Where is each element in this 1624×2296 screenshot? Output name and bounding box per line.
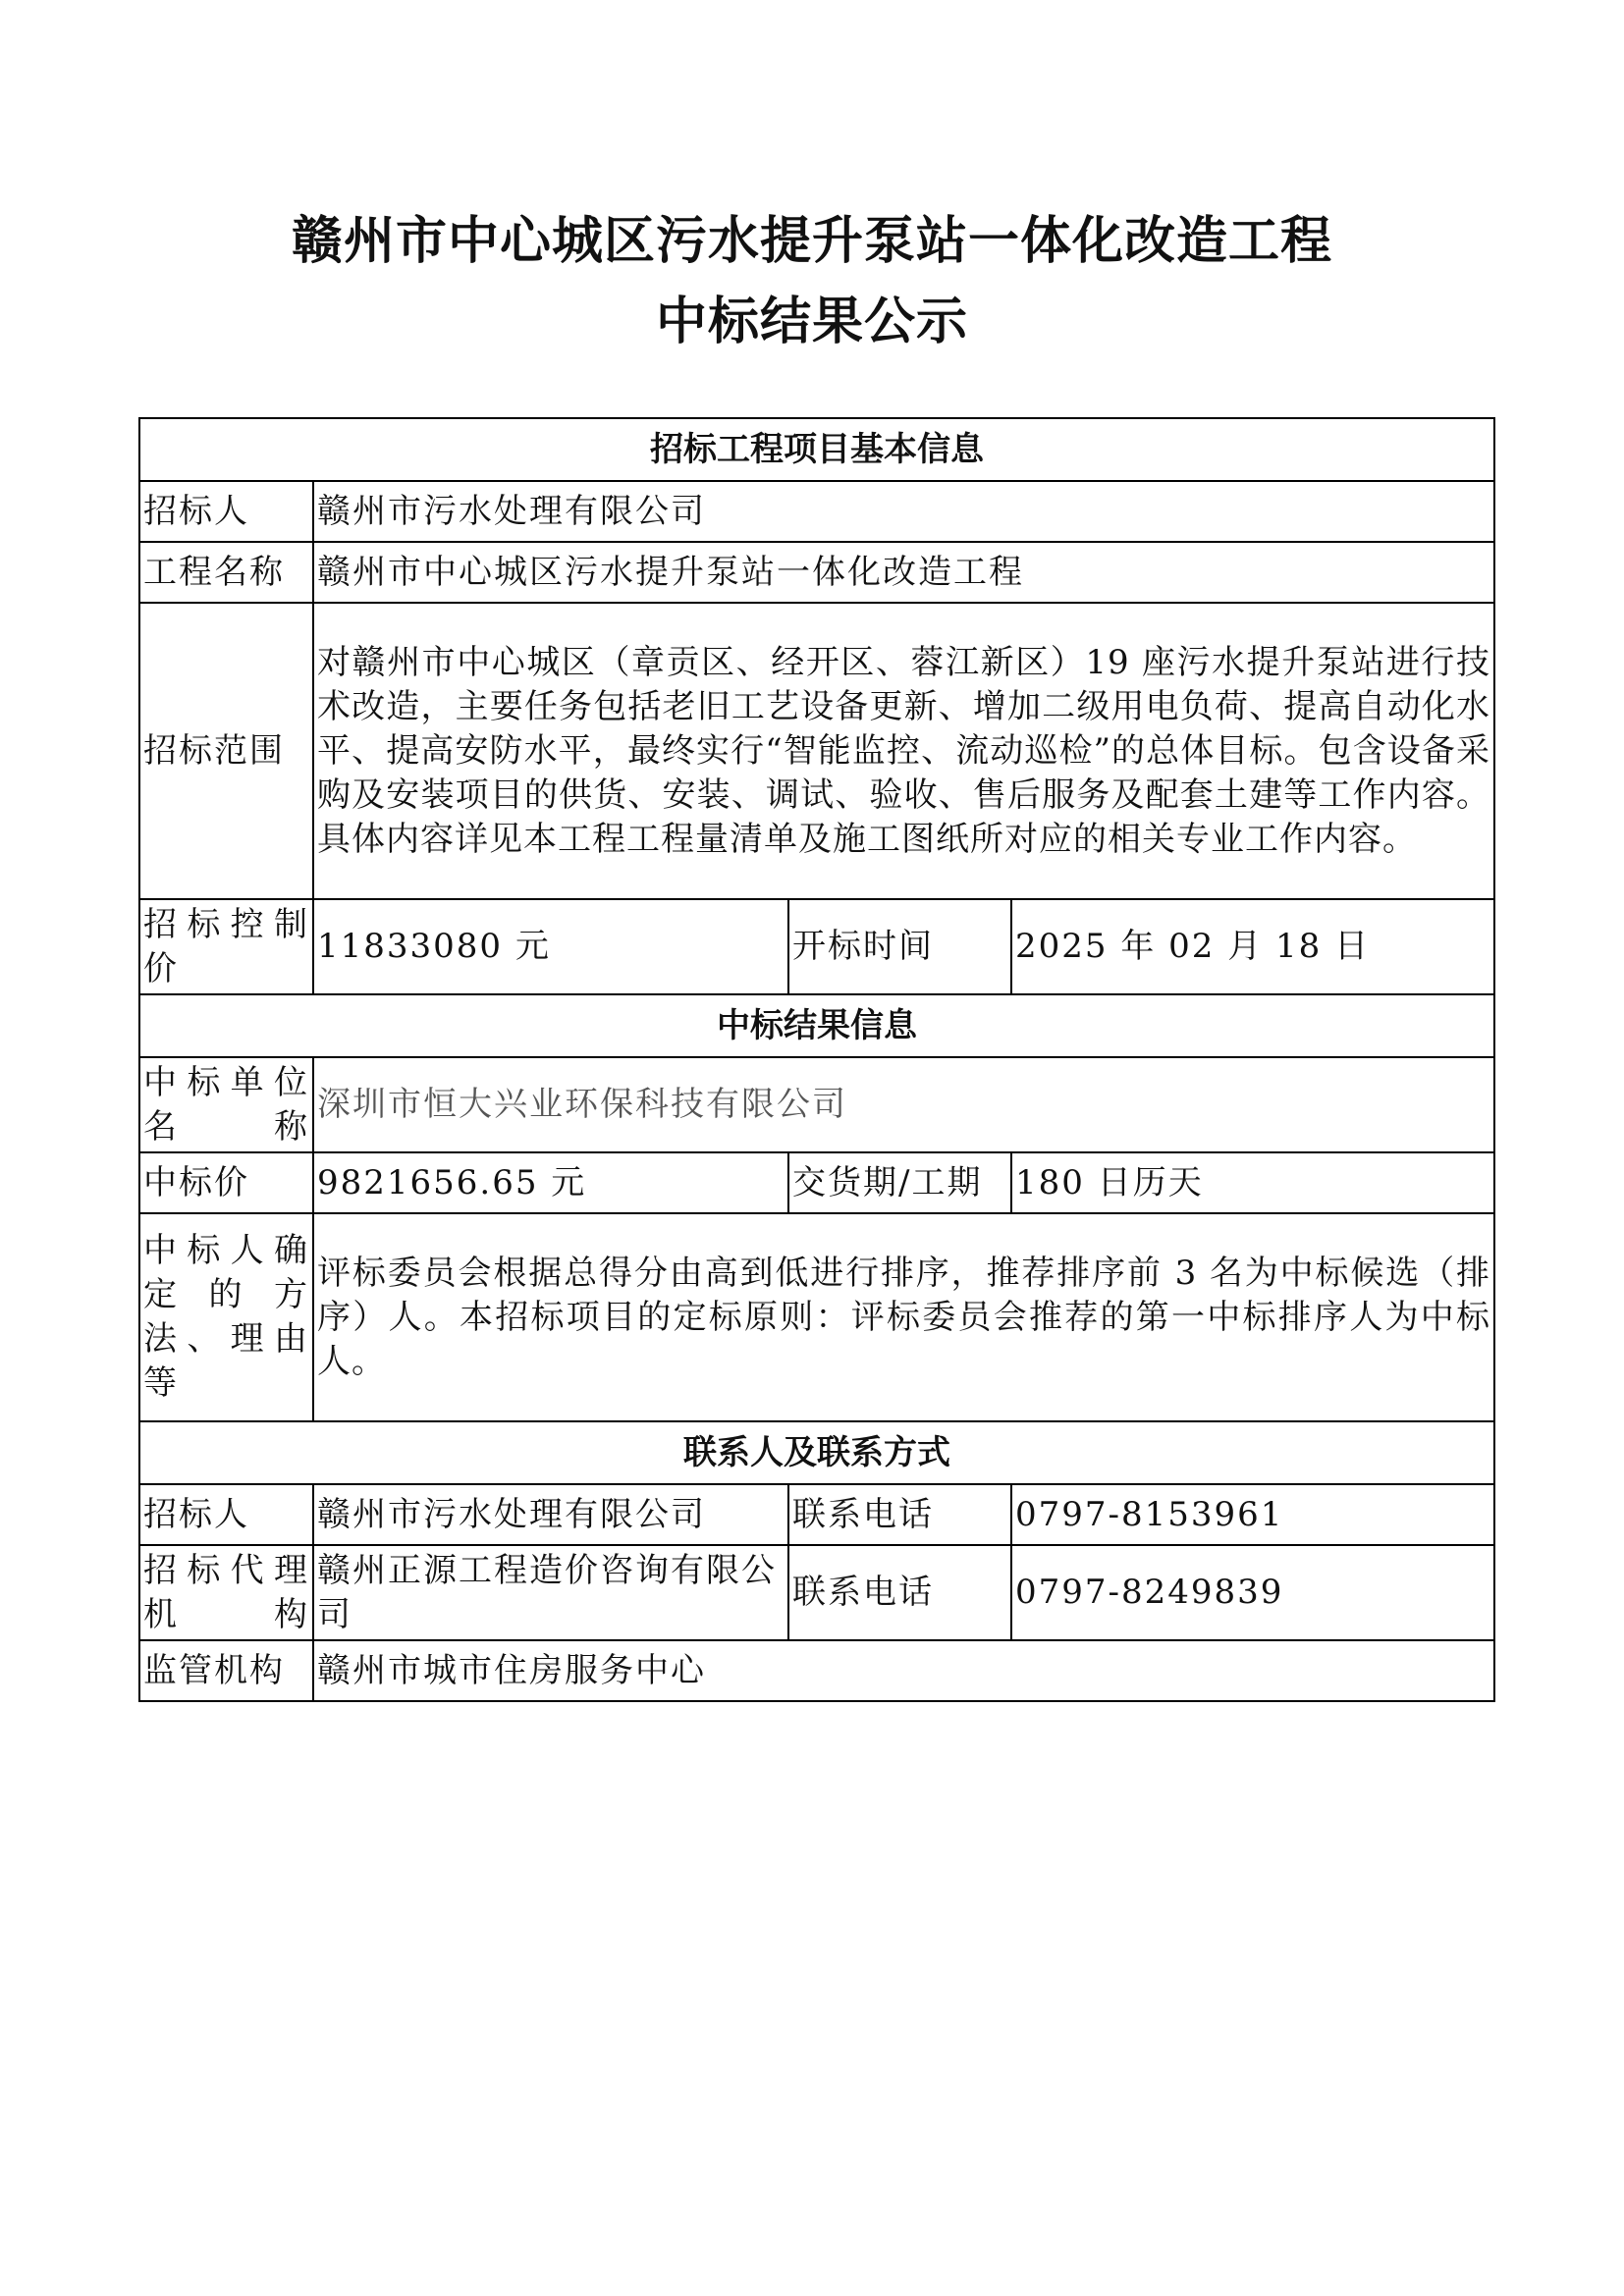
supervisor-label: 监管机构	[139, 1640, 313, 1701]
bid-price-value: 9821656.65 元	[313, 1152, 788, 1213]
opening-time-value: 2025 年 02 月 18 日	[1011, 899, 1494, 994]
section-heading-basic-info: 招标工程项目基本信息	[139, 418, 1494, 481]
scope-label: 招标范围	[139, 603, 313, 899]
tenderer-phone-value: 0797-8153961	[1011, 1484, 1494, 1545]
tenderer-label: 招标人	[139, 481, 313, 542]
contact-tenderer-label: 招标人	[139, 1484, 313, 1545]
method-label: 中标人确定的方法、理由等	[139, 1213, 313, 1421]
contact-tenderer-value: 赣州市污水处理有限公司	[313, 1484, 788, 1545]
project-name-label: 工程名称	[139, 542, 313, 603]
supervisor-value: 赣州市城市住房服务中心	[313, 1640, 1494, 1701]
section-heading-contact-info: 联系人及联系方式	[139, 1421, 1494, 1484]
winner-value: 深圳市恒大兴业环保科技有限公司	[313, 1057, 1494, 1152]
tenderer-phone-label: 联系电话	[788, 1484, 1011, 1545]
agency-phone-value: 0797-8249839	[1011, 1545, 1494, 1640]
delivery-label: 交货期/工期	[788, 1152, 1011, 1213]
control-price-label: 招标控制价	[139, 899, 313, 994]
tenderer-value: 赣州市污水处理有限公司	[313, 481, 1494, 542]
delivery-value: 180 日历天	[1011, 1152, 1494, 1213]
notice-table	[138, 417, 1495, 1702]
agency-label: 招标代理机构	[139, 1545, 313, 1640]
agency-value: 赣州正源工程造价咨询有限公司	[313, 1545, 788, 1640]
opening-time-label: 开标时间	[788, 899, 1011, 994]
document-title	[0, 201, 1624, 362]
bid-price-label: 中标价	[139, 1152, 313, 1213]
method-value: 评标委员会根据总得分由高到低进行排序，推荐排序前 3 名为中标候选（排序）人。本招标项目的定标原则：评标委员会推荐的第一中标排序人为中标人。	[313, 1213, 1494, 1421]
title-line-1: 赣州市中心城区污水提升泵站一体化改造工程	[291, 212, 1332, 271]
winner-label: 中标单位名称	[139, 1057, 313, 1152]
agency-phone-label: 联系电话	[788, 1545, 1011, 1640]
section-heading-result-info: 中标结果信息	[139, 994, 1494, 1057]
scope-value: 对赣州市中心城区（章贡区、经开区、蓉江新区）19 座污水提升泵站进行技术改造，主要任务包括老旧工艺设备更新、增加二级用电负荷、提高自动化水平、提高安防水平，最终实行“智能监控、流动巡检”的总体目标。包含设备采购及安装项目的供货、安装、调试、验收、售后服务及配套土建等工作内容。具体内容详见本工程工程量清单及施工图纸所对应的相关专业工作内容。	[313, 603, 1494, 899]
project-name-value: 赣州市中心城区污水提升泵站一体化改造工程	[313, 542, 1494, 603]
control-price-value: 11833080 元	[313, 899, 788, 994]
title-line-2: 中标结果公示	[655, 293, 968, 351]
